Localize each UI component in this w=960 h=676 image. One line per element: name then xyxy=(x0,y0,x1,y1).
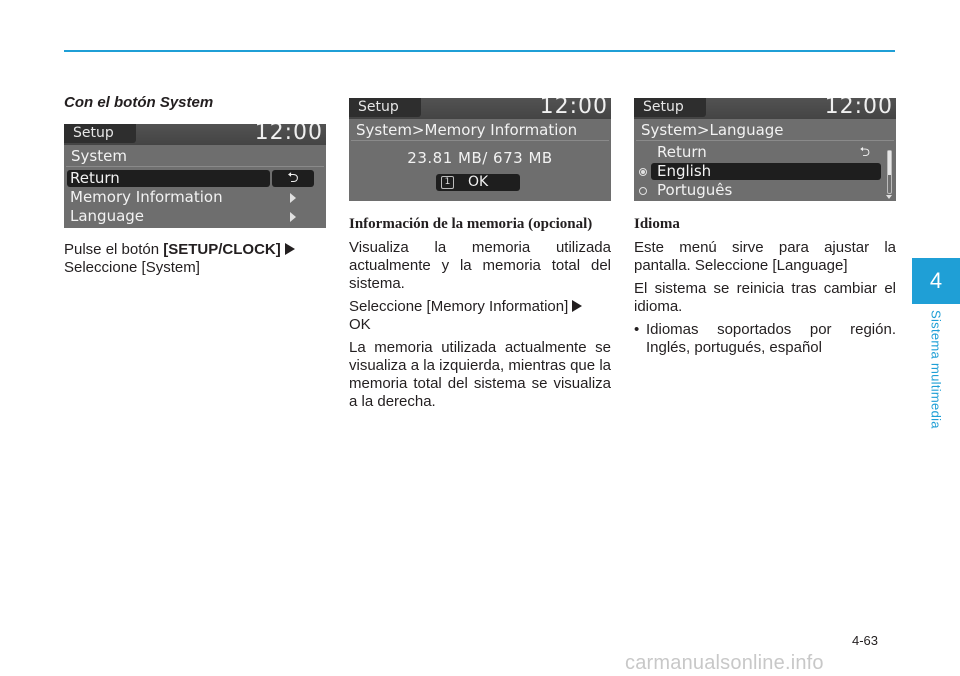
chapter-number-tab: 4 xyxy=(912,258,960,304)
instruction-text: Pulse el botón [SETUP/CLOCK] Seleccione [System] xyxy=(64,241,326,277)
column-system-button xyxy=(64,94,326,282)
watermark: carmanualsonline.info xyxy=(625,652,824,674)
language-option-portugues: Português xyxy=(634,181,896,200)
screen-title: System>Memory Information xyxy=(351,119,609,141)
list-item: • Idiomas soportados por región. Inglés, portugués, español xyxy=(634,321,896,356)
screen-header xyxy=(634,98,896,119)
key-setup-clock: [SETUP/CLOCK] xyxy=(163,241,281,258)
menu-item-return: Return ⮌ xyxy=(657,143,870,161)
screen-title: System xyxy=(66,145,324,167)
paragraph: Seleccione [Memory Information] OK xyxy=(349,298,611,334)
clock: 12:00 xyxy=(539,98,608,119)
heading-language: Idioma xyxy=(634,216,680,232)
menu-item-memory-information: Memory Information xyxy=(64,188,326,207)
top-rule xyxy=(64,50,895,52)
triangle-arrow-icon xyxy=(285,243,295,255)
paragraph: Visualiza la memoria utilizada actualmente y la memoria total del sistema. xyxy=(349,239,611,292)
chevron-right-icon xyxy=(290,212,296,222)
column-memory-information xyxy=(349,98,611,416)
chapter-label: Sistema multimedia xyxy=(928,310,944,429)
section-title: Con el botón System xyxy=(64,94,214,111)
clock: 12:00 xyxy=(824,98,893,119)
return-icon: ⮌ xyxy=(272,170,314,187)
screen-header xyxy=(349,98,611,119)
memory-value: 23.81 MB/ 673 MB xyxy=(407,149,553,167)
column-language xyxy=(634,98,896,357)
menu-item-language: Language xyxy=(64,207,326,226)
screen-title: System>Language xyxy=(636,119,894,141)
ok-button: 1 OK xyxy=(436,174,520,191)
heading-memory: Información de la memoria (opcional) xyxy=(349,216,593,232)
setup-tab: Setup xyxy=(634,98,706,117)
screen-header xyxy=(64,124,326,145)
scrollbar xyxy=(886,148,893,200)
setup-tab: Setup xyxy=(64,124,136,143)
screen-system-menu xyxy=(64,124,326,228)
chevron-right-icon xyxy=(290,193,296,203)
menu-item-return: Return ⮌ xyxy=(64,169,326,188)
paragraph: Este menú sirve para ajustar la pantalla. Seleccione [Language] xyxy=(634,239,896,274)
language-option-english: English xyxy=(634,162,896,181)
paragraph: El sistema se reinicia tras cambiar el idioma. xyxy=(634,280,896,315)
bullet-icon: • xyxy=(634,321,640,338)
triangle-arrow-icon xyxy=(572,300,582,312)
screen-language xyxy=(634,98,896,201)
setup-tab: Setup xyxy=(349,98,421,117)
screen-memory-information xyxy=(349,98,611,201)
paragraph: La memoria utilizada actualmente se visualiza a la izquierda, mientras que la memoria total del sistema se visualiza a la derecha. xyxy=(349,339,611,410)
page-number: 4-63 xyxy=(852,633,879,648)
clock: 12:00 xyxy=(254,124,323,145)
number-badge: 1 xyxy=(441,176,454,189)
return-icon: ⮌ xyxy=(859,145,870,160)
radio-selected-icon xyxy=(639,168,647,176)
scroll-down-icon xyxy=(886,195,892,199)
radio-icon xyxy=(639,187,647,195)
